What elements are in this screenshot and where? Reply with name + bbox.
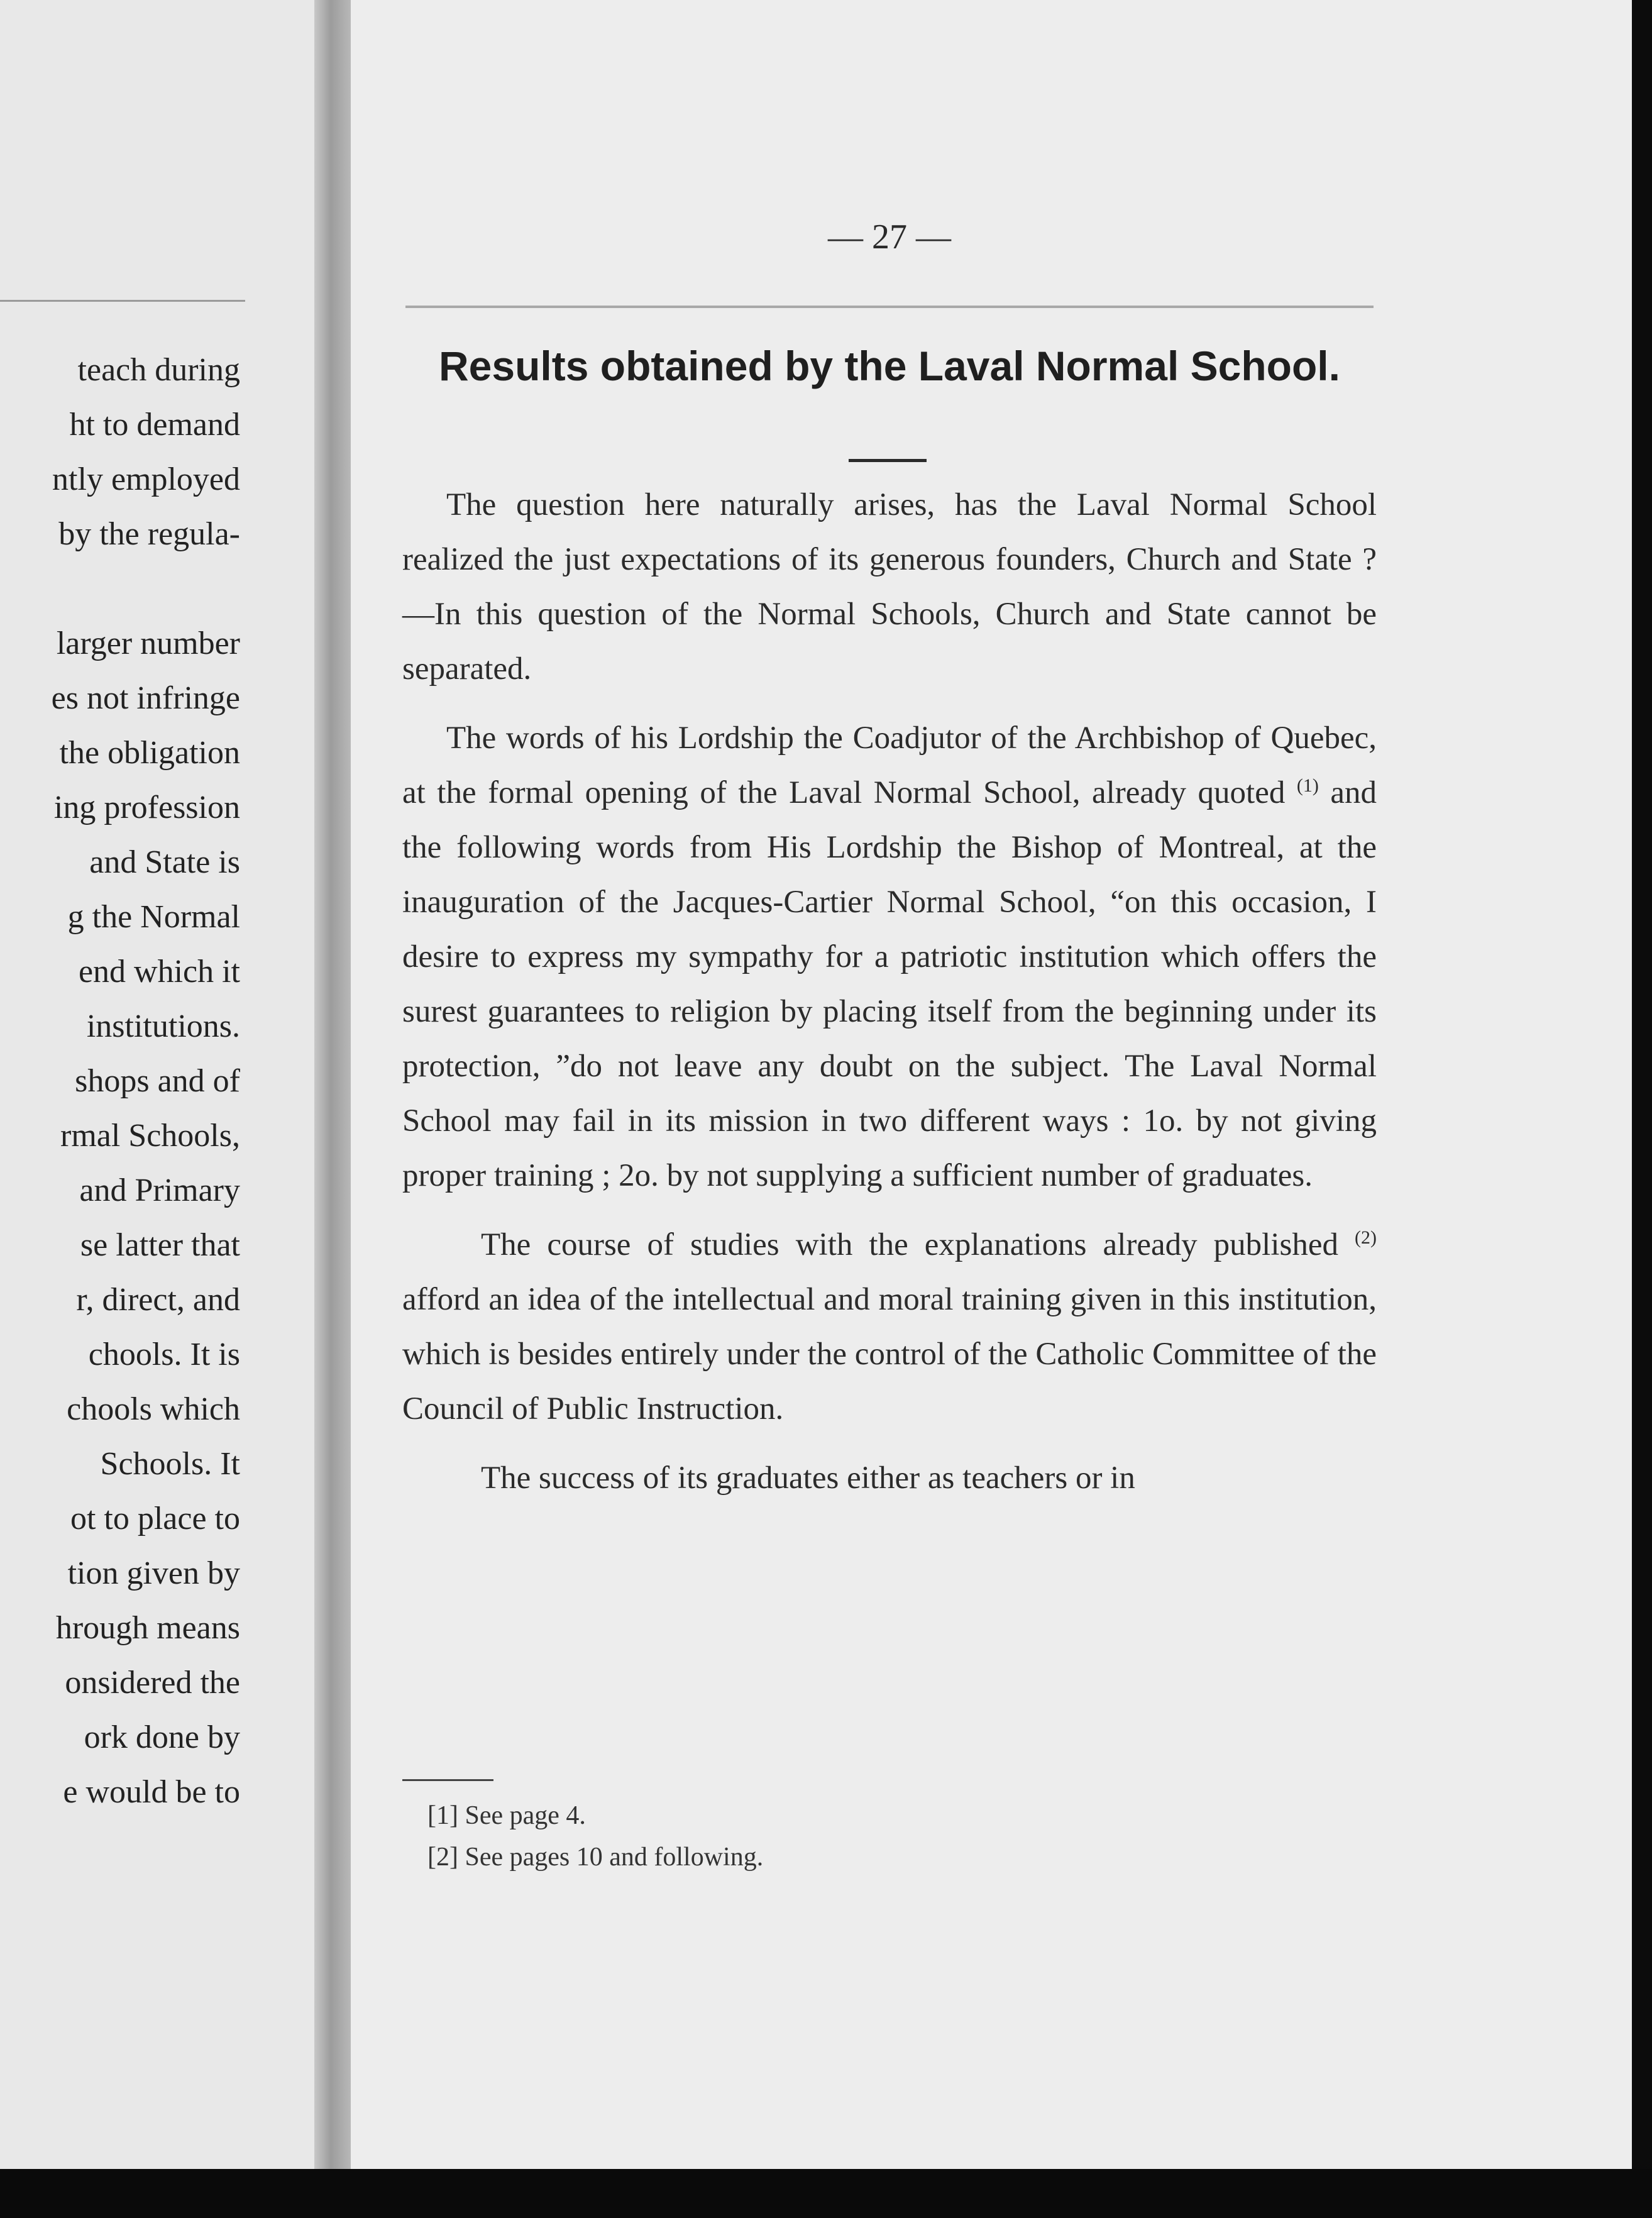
left-line: ot to place to <box>70 1501 240 1537</box>
left-page <box>0 0 314 2169</box>
left-line: Schools. It <box>100 1446 240 1482</box>
scan-bottom-border <box>0 2169 1652 2218</box>
paragraph-2-part-b: and the following words from His Lordship the Bishop of Montreal, at the inauguration of the Jacques-Cartier Normal School, “on this occasion, I desire to express my sympathy for a patriotic institution which offers the surest guarantees to religion by placing itself from the beginning under its protection, ”do not leave any doubt on the subject. The Laval Normal School may fail in its mission in two different ways : 1o. by not giving proper training ; 2o. by not supplying a sufficient number of graduates. <box>402 775 1377 1193</box>
left-line: chools which <box>67 1391 240 1427</box>
section-heading: Results obtained by the Laval Normal School. <box>439 343 1340 389</box>
footnote-rule <box>402 1779 493 1781</box>
paragraph-3 <box>402 1218 1377 1437</box>
left-line: shops and of <box>75 1063 240 1099</box>
left-line: onsidered the <box>65 1665 240 1701</box>
left-line: rmal Schools, <box>60 1118 240 1154</box>
footnote-ref-2: (2) <box>1355 1227 1377 1248</box>
left-line: tion given by <box>67 1555 240 1591</box>
left-line: ntly employed <box>52 461 240 497</box>
left-line: ht to demand <box>69 407 240 443</box>
left-line: r, direct, and <box>76 1282 240 1318</box>
heading-underline <box>849 459 927 462</box>
left-line: and Primary <box>79 1172 240 1208</box>
left-line: ork done by <box>84 1719 240 1755</box>
header-rule <box>405 306 1374 308</box>
left-line: end which it <box>78 954 240 990</box>
body-text <box>402 478 1377 1506</box>
left-line: hrough means <box>55 1610 240 1646</box>
left-line: se latter that <box>80 1227 240 1263</box>
left-line: g the Normal <box>67 899 240 935</box>
left-line: teach during <box>77 352 240 388</box>
footnote-2: [2] See pages 10 and following. <box>427 1843 764 1872</box>
left-line: chools. It is <box>88 1337 240 1372</box>
paragraph-3-part-a: The course of studies with the explanations already published <box>481 1227 1338 1262</box>
left-line: institutions. <box>86 1008 240 1044</box>
paragraph-1: The question here naturally arises, has the Laval Normal School realized the just expectations of its generous founders, Church and State ?—In this question of the Normal Schools, Church and State cannot be separated. <box>402 487 1377 687</box>
paragraph-2-part-a: The words of his Lordship the Coadjutor of the Archbishop of Quebec, at the formal opening of the Laval Normal School, already quoted <box>402 720 1377 810</box>
paragraph-2 <box>402 711 1377 1203</box>
left-line: the obligation <box>59 735 240 771</box>
right-page-edge <box>1632 0 1652 2169</box>
footnote-1: [1] See page 4. <box>427 1801 586 1830</box>
left-line: and State is <box>89 844 240 880</box>
left-line: larger number <box>56 626 240 661</box>
left-line: ing profession <box>53 790 240 825</box>
left-page-text <box>52 343 240 1819</box>
page-number: — 27 — <box>828 218 951 257</box>
book-spine <box>314 0 351 2169</box>
left-line: e would be to <box>63 1774 240 1810</box>
left-line: by the regula- <box>58 516 240 552</box>
footnote-ref-1: (1) <box>1296 775 1319 796</box>
left-line: es not infringe <box>51 680 240 716</box>
paragraph-4: The success of its graduates either as teachers or in <box>481 1460 1135 1496</box>
left-page-rule <box>0 300 245 302</box>
footnotes <box>427 1795 763 1878</box>
left-line-blank <box>52 561 240 616</box>
paragraph-3-part-b: afford an idea of the intellectual and moral training given in this institution, which is besides entirely under the control of the Catholic Committee of the Council of Public Instruction. <box>402 1282 1377 1426</box>
